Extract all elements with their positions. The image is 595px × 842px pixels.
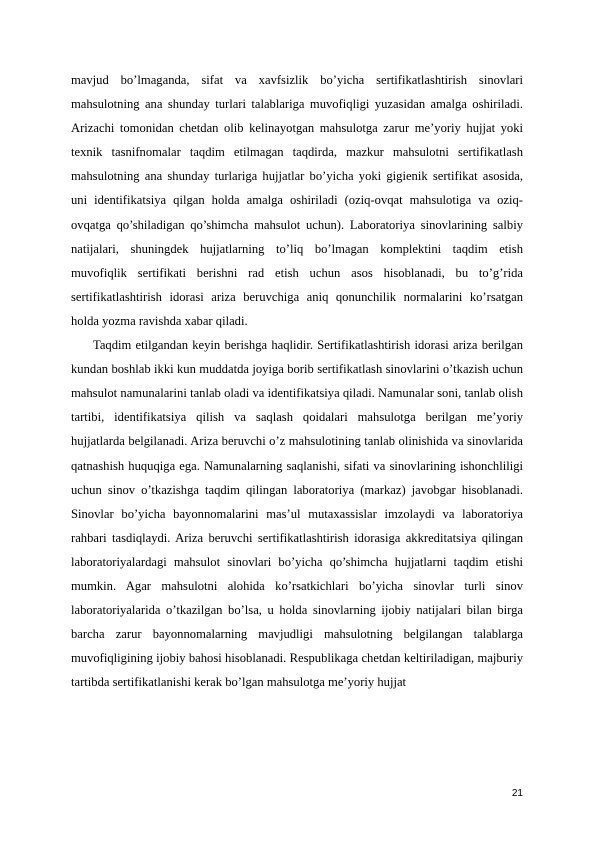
paragraph-2: Taqdim etilgandan keyin berishga haqlidir. Sertifikatlashtirish idorasi ariza berilgan kundan boshlab ikki kun muddatda joyiga borib sertifikatlash sinovlarini o’tkazish uchun mahsulot namunalarini tanlab oladi va identifikatsiya qiladi. Namunalar soni, tanlab olish tartibi, identifikatsiya qilish va saqlash qoidalari mahsulotga berilgan me’yoriy hujjatlarda belgilanadi. Ariza beruvchi o’z mahsulotining tanlab olinishida va sinovlarida qatnashish huquqiga ega. Namunalarning saqlanishi, sifati va sinovlarining ishonchliligi uchun sinov o’tkazishga taqdim qilingan laboratoriya (markaz) javobgar hisoblanadi. Sinovlar bo’yicha bayonnomalarini mas’ul mutaxassislar imzolaydi va laboratoriya rahbari tasdiqlaydi. Ariza beruvchi sertifikatlashtirish idorasiga akkreditatsiya qilingan laboratoriyalardagi mahsulot sinovlari bo’yicha qo’shimcha hujjatlarni taqdim etishi mumkin. Agar mahsulotni alohida ko’rsatkichlari bo’yicha sinovlar turli sinov laboratoriyalarida o’tkazilgan bo’lsa, u holda sinovlarning ijobiy natijalari bilan birga barcha zarur bayonnomalarning mavjudligi mahsulotning belgilangan talablarga muvofiqligining ijobiy bahosi hisoblanadi. Respublikaga chetdan keltiriladigan, majburiy tartibda sertifikatlanishi kerak bo’lgan mahsulotga me’yoriy hujjat — [71, 338, 523, 690]
paragraph-1: mavjud bo’lmaganda, sifat va xavfsizlik bo’yicha sertifikatlashtirish sinovlari mahsulotning ana shunday turlari talablariga muvofiqligi yuzasidan amalga oshiriladi. Arizachi tomonidan chetdan olib kelinayotgan mahsulotga zarur me’yoriy hujjat yoki texnik tasnifnomalar taqdim etilmagan taqdirda, mazkur mahsulotni sertifikatlash mahsulotning ana shunday turlariga hujjatlar bo’yicha yoki gigienik sertifikat asosida, uni identifikatsiya qilgan holda amalga oshiriladi (oziq-ovqat mahsulotiga va oziq-ovqatga qo’shiladigan qo’shimcha mahsulot uchun). Laboratoriya sinovlarining salbiy natijalari, shuningdek hujjatlarning to’liq bo’lmagan komplektini taqdim etish muvofiqlik sertifikati berishni rad etish uchun asos hisoblanadi, bu to’g’rida sertifikatlashtirish idorasi ariza beruvchiga aniq qonunchilik normalarini ko’rsatgan holda yozma ravishda xabar qiladi. — [71, 73, 523, 328]
page-number: 21 — [511, 788, 523, 799]
page-body — [71, 68, 523, 694]
